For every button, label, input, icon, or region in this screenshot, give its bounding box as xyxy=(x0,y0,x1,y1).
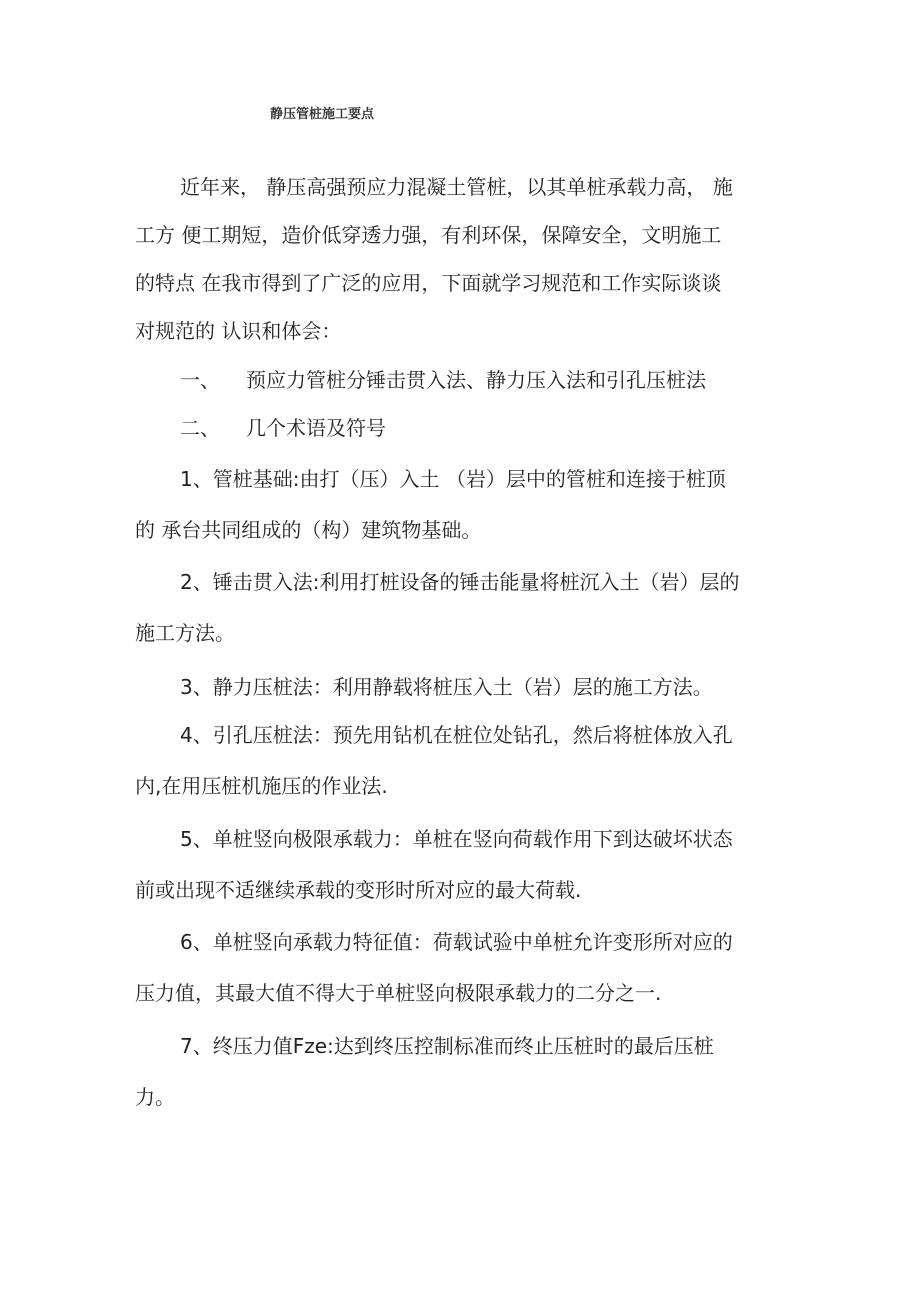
term-item-6-line-2: 压力值，其最大值不得大于单桩竖向极限承载力的二分之一. xyxy=(135,981,662,1005)
intro-line-1: 近年来， 静压高强预应力混凝土管桩，以其单桩承载力高， 施 xyxy=(180,175,733,199)
term-item-5-line-1: 5、单桩竖向极限承载力：单桩在竖向荷载作用下到达破坏状态 xyxy=(180,827,733,851)
term-item-1-line-1: 1、管桩基础:由打（压）入土 （岩）层中的管桩和连接于桩顶 xyxy=(180,467,726,491)
term-item-5-line-2: 前或出现不适继续承载的变形时所对应的最大荷载. xyxy=(135,878,582,902)
section-heading-marker: 二、 xyxy=(180,416,220,440)
term-item-2-line-2: 施工方法。 xyxy=(135,621,235,645)
term-item-1-line-2: 的 承台共同组成的（构）建筑物基础。 xyxy=(135,518,482,542)
section-heading-text: 预应力管桩分锤击贯入法、静力压入法和引孔压桩法 xyxy=(246,368,706,392)
section-heading-text: 几个术语及符号 xyxy=(246,416,386,440)
term-item-7-line-2: 力。 xyxy=(135,1085,175,1109)
term-item-3-line-1: 3、静力压桩法：利用静载将桩压入土（岩）层的施工方法。 xyxy=(180,675,713,699)
intro-line-2: 工方 便工期短，造价低穿透力强，有利环保，保障安全，文明施工 xyxy=(135,223,722,247)
term-item-4-line-2: 内,在用压桩机施压的作业法. xyxy=(135,774,388,798)
section-heading-marker: 一、 xyxy=(180,368,220,392)
term-item-2-line-1: 2、锤击贯入法:利用打桩设备的锤击能量将桩沉入土（岩）层的 xyxy=(180,570,740,594)
section-heading-2 xyxy=(180,416,386,440)
term-item-7-line-1: 7、终压力值Fze:达到终压控制标准而终止压桩时的最后压桩 xyxy=(180,1034,714,1058)
intro-line-3: 的特点 在我市得到了广泛的应用，下面就学习规范和工作实际谈谈 xyxy=(135,271,722,295)
section-heading-1 xyxy=(180,368,706,392)
intro-line-4: 对规范的 认识和体会： xyxy=(135,319,342,343)
term-item-6-line-1: 6、单桩竖向承载力特征值：荷载试验中单桩允许变形所对应的 xyxy=(180,930,733,954)
term-item-4-line-1: 4、引孔压桩法：预先用钻机在桩位处钻孔，然后将桩体放入孔 xyxy=(180,723,733,747)
document-title: 静压管桩施工要点 xyxy=(270,107,375,122)
